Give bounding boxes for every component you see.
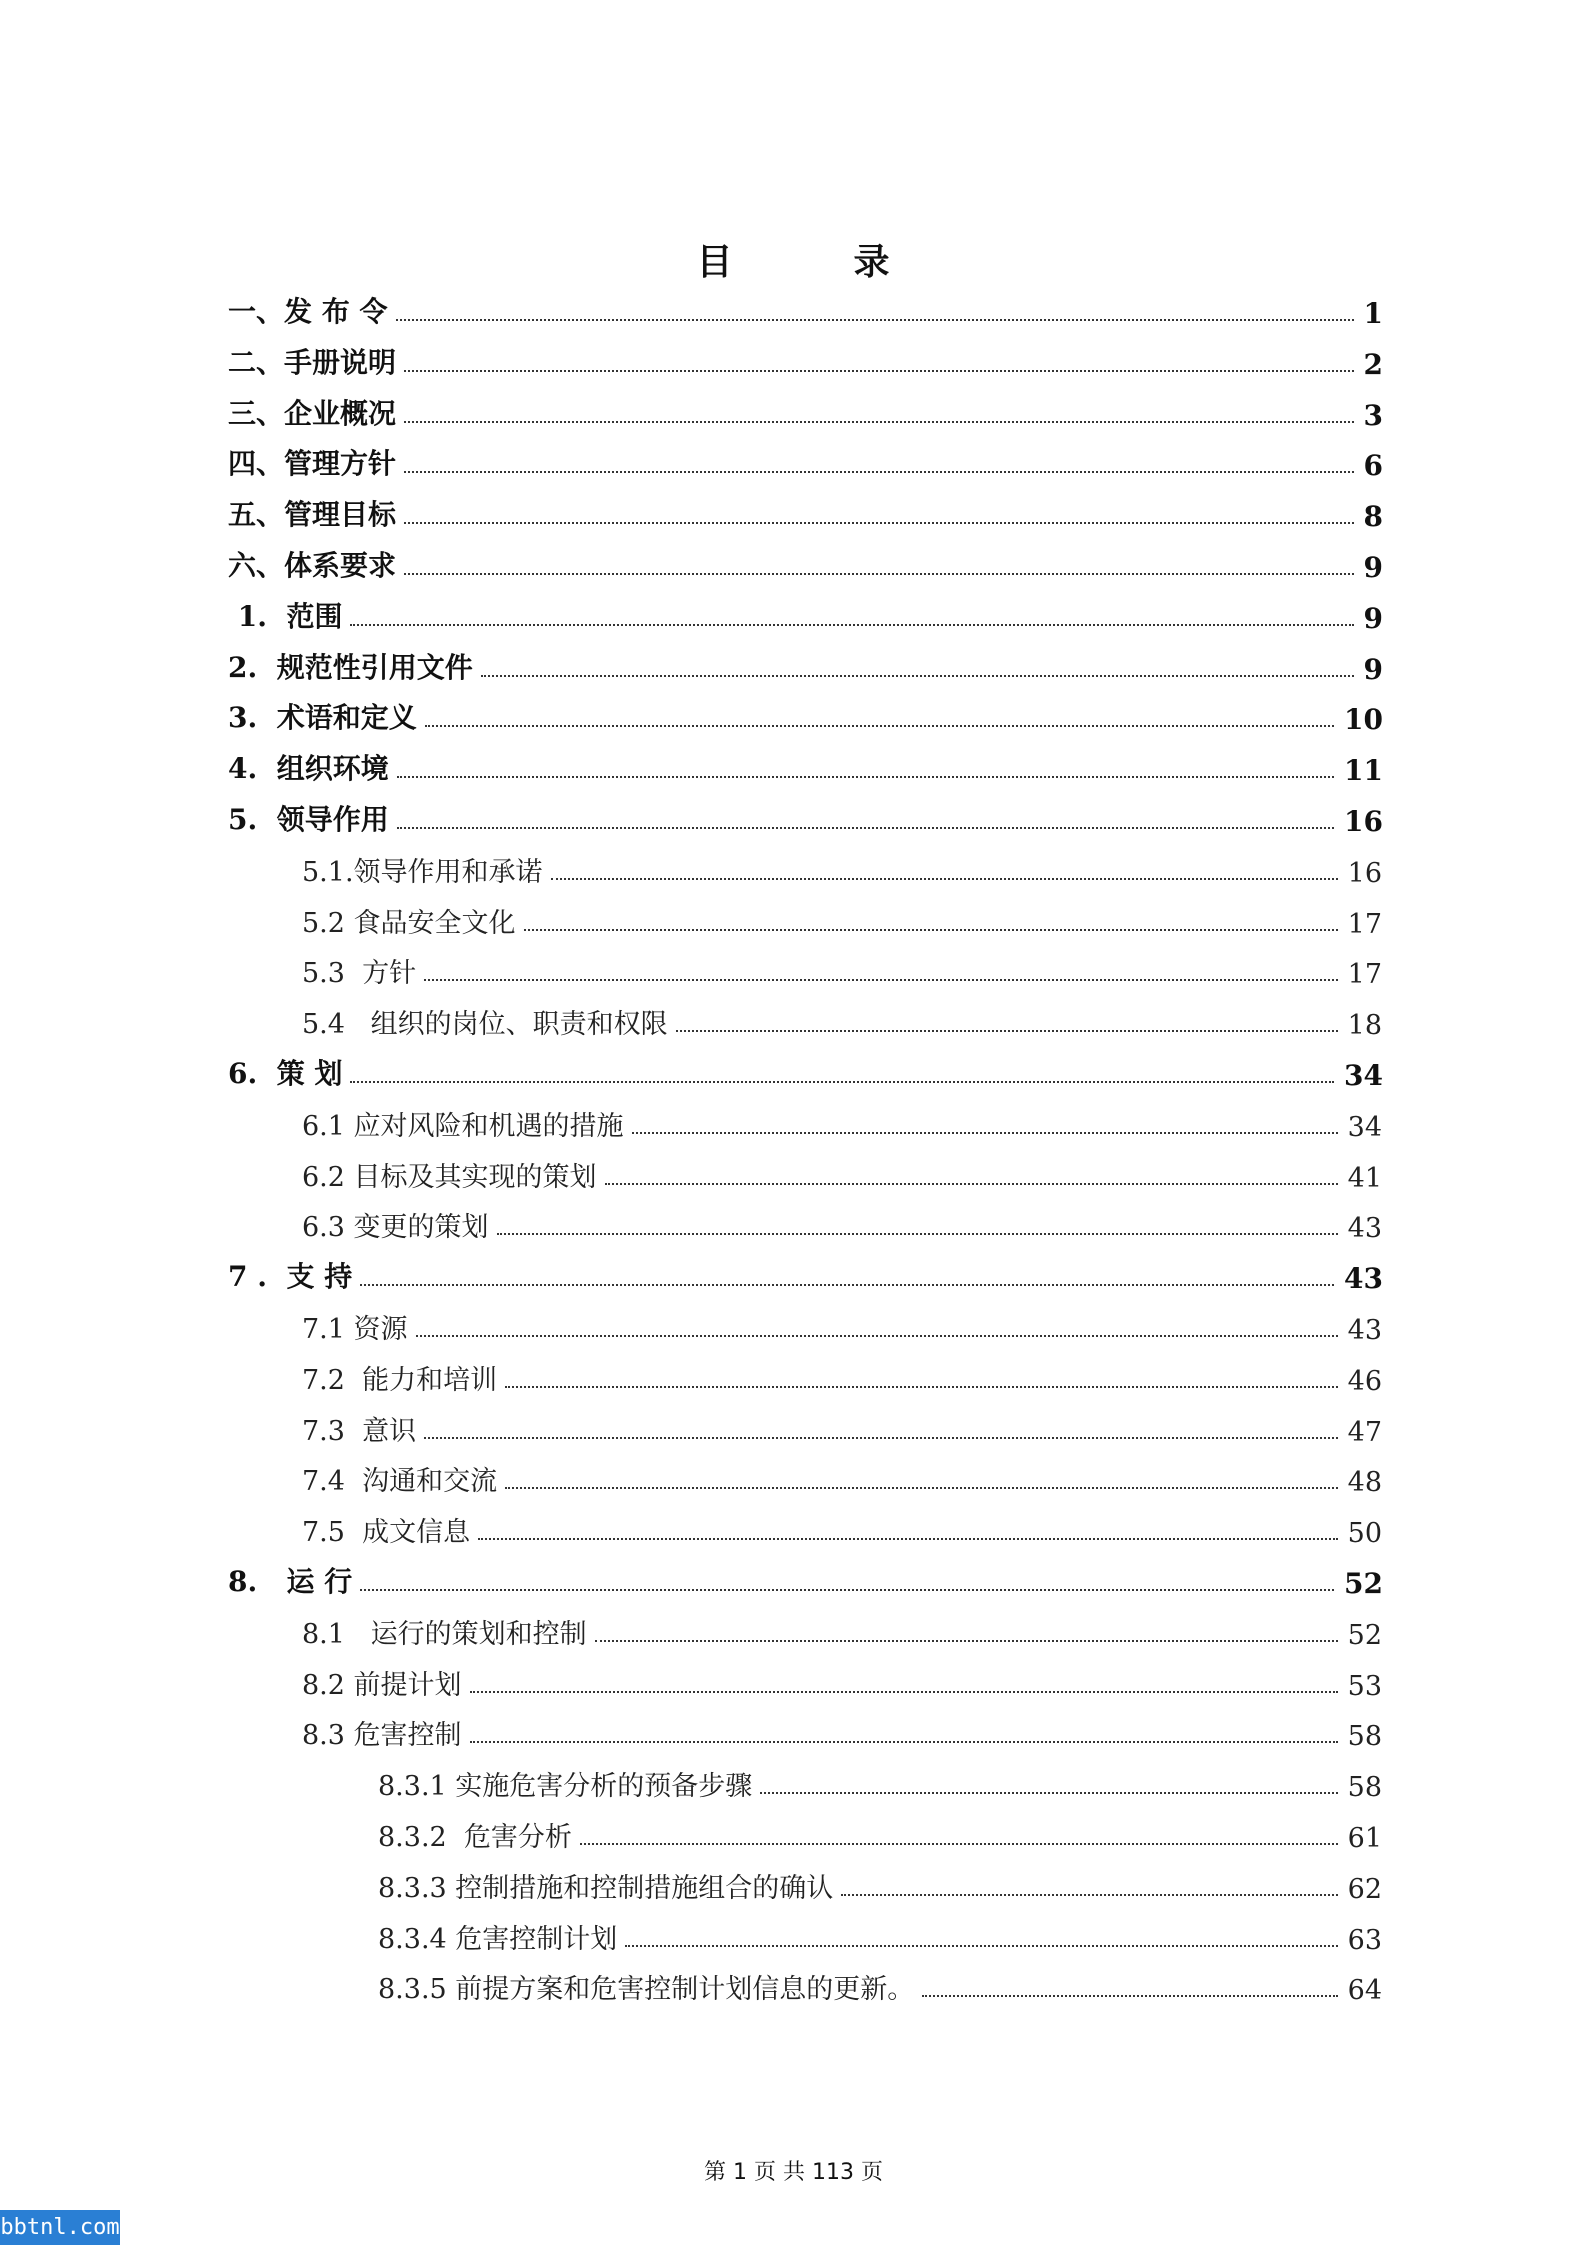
toc-entry[interactable] (228, 1052, 1383, 1092)
toc-entry-label: 8.3 危害控制 (302, 1720, 462, 1752)
toc-entry-page-number: 50 (1347, 1518, 1382, 1550)
toc-dot-leader (424, 1437, 1338, 1439)
toc-entry-page-number: 46 (1347, 1365, 1382, 1397)
toc-dot-leader (350, 1081, 1334, 1083)
title-char-1: 目 (696, 241, 734, 283)
toc-entry-label: 六、体系要求 (228, 549, 397, 582)
toc-entry-page-number: 64 (1347, 1975, 1382, 2007)
toc-dot-leader (676, 1030, 1338, 1032)
toc-entry-label: 8.1 运行的策划和控制 (302, 1618, 587, 1650)
toc-entry[interactable] (228, 493, 1383, 533)
toc-entry[interactable] (302, 1509, 1382, 1549)
toc-entry[interactable] (302, 1204, 1382, 1244)
toc-entry-page-number: 34 (1347, 1111, 1382, 1143)
toc-entry[interactable] (228, 646, 1383, 686)
toc-entry-page-number: 8 (1363, 500, 1383, 534)
toc-dot-leader (760, 1792, 1337, 1794)
toc-entry-label: 7.1 资源 (302, 1314, 408, 1345)
toc-entry-page-number: 58 (1347, 1772, 1382, 1804)
toc-dot-leader (360, 1589, 1334, 1591)
toc-entry-label: 8.3.5 前提方案和危害控制计划信息的更新。 (378, 1974, 915, 2006)
toc-entry-page-number: 34 (1344, 1059, 1383, 1092)
toc-dot-leader (505, 1386, 1338, 1388)
toc-entry-page-number: 62 (1347, 1873, 1382, 1905)
toc-dot-leader (470, 1741, 1338, 1743)
toc-dot-leader (605, 1183, 1338, 1185)
toc-entry-label: 6.1 应对风险和机遇的措施 (302, 1110, 624, 1142)
toc-entry[interactable] (378, 1966, 1382, 2006)
toc-entry[interactable] (302, 1357, 1382, 1397)
toc-entry[interactable] (302, 950, 1382, 990)
toc-entry-page-number: 1 (1363, 297, 1383, 330)
toc-entry-page-number: 2 (1363, 347, 1383, 381)
toc-entry-page-number: 16 (1347, 857, 1382, 889)
toc-dot-leader (922, 1995, 1337, 1997)
toc-dot-leader (404, 421, 1354, 423)
toc-entry-label: 7.2 能力和培训 (302, 1364, 498, 1396)
toc-dot-leader (416, 1335, 1338, 1337)
toc-entry[interactable] (378, 1763, 1382, 1803)
toc-entry[interactable] (228, 442, 1383, 482)
site-watermark: bbtnl.com (0, 2210, 120, 2245)
toc-entry-page-number: 41 (1347, 1162, 1382, 1194)
toc-entry[interactable] (302, 849, 1382, 889)
toc-entry-label: 7.4 沟通和交流 (302, 1466, 498, 1498)
toc-entry-page-number: 16 (1344, 805, 1383, 838)
toc-dot-leader (481, 675, 1354, 677)
toc-entry-label: 8.3.2 危害分析 (378, 1822, 572, 1853)
toc-dot-leader (580, 1843, 1338, 1845)
toc-dot-leader (841, 1894, 1337, 1896)
toc-dot-leader (470, 1691, 1338, 1693)
toc-entry-label: 8.3.1 实施危害分析的预备步骤 (378, 1771, 753, 1803)
toc-entry-page-number: 6 (1363, 449, 1383, 483)
toc-entry-label: 一、发 布 令 (228, 295, 388, 328)
toc-entry-page-number: 11 (1344, 754, 1383, 788)
toc-dot-leader (595, 1640, 1338, 1642)
toc-dot-leader (425, 725, 1334, 727)
toc-entry-label: 四、管理方针 (228, 447, 397, 481)
toc-dot-leader (478, 1538, 1338, 1540)
toc-dot-leader (350, 624, 1353, 626)
toc-entry[interactable] (302, 900, 1382, 940)
toc-dot-leader (396, 319, 1354, 321)
toc-entry-page-number: 9 (1363, 601, 1383, 635)
toc-entry[interactable] (228, 290, 1383, 330)
toc-entry-page-number: 48 (1347, 1467, 1382, 1499)
toc-entry[interactable] (228, 544, 1383, 584)
toc-entry-page-number: 43 (1347, 1213, 1382, 1245)
toc-entry[interactable] (302, 1001, 1382, 1041)
toc-dot-leader (497, 1233, 1338, 1235)
toc-entry[interactable] (228, 595, 1383, 635)
toc-dot-leader (404, 522, 1354, 524)
toc-entry[interactable] (302, 1662, 1382, 1702)
toc-entry-label: 7.5 成文信息 (302, 1517, 471, 1549)
toc-entry-page-number: 17 (1347, 908, 1382, 940)
toc-entry[interactable] (302, 1154, 1382, 1194)
toc-entry-page-number: 43 (1344, 1262, 1383, 1296)
toc-entry-page-number: 9 (1363, 652, 1383, 686)
toc-dot-leader (625, 1945, 1337, 1947)
toc-dot-leader (551, 878, 1338, 880)
toc-dot-leader (424, 979, 1338, 981)
toc-entry-page-number: 58 (1347, 1721, 1382, 1753)
toc-entry-label: 5.1.领导作用和承诺 (302, 856, 543, 888)
toc-entry-label: 二、手册说明 (228, 345, 397, 379)
toc-entry[interactable] (228, 798, 1383, 838)
toc-entry-label: 6.3 变更的策划 (302, 1212, 489, 1244)
toc-dot-leader (524, 929, 1338, 931)
toc-dot-leader (505, 1487, 1338, 1489)
toc-entry-label: 6. 策 划 (228, 1057, 343, 1090)
toc-entry-page-number: 61 (1347, 1823, 1382, 1854)
toc-dot-leader (360, 1284, 1334, 1286)
toc-entry-label: 2. 规范性引用文件 (228, 650, 473, 684)
toc-entry-page-number: 43 (1347, 1315, 1382, 1346)
toc-entry[interactable] (378, 1814, 1382, 1854)
toc-dot-leader (397, 827, 1334, 829)
toc-entry[interactable] (302, 1306, 1382, 1346)
toc-entry-label: 4. 组织环境 (228, 752, 389, 786)
toc-entry-label: 8.3.3 控制措施和控制措施组合的确认 (378, 1872, 834, 1904)
toc-entry-label: 3. 术语和定义 (228, 701, 417, 735)
toc-entry-page-number: 3 (1363, 398, 1383, 432)
toc-entry-label: 5.4 组织的岗位、职责和权限 (302, 1009, 668, 1041)
toc-entry-label: 7 . 支 持 (228, 1260, 353, 1294)
toc-entry-label: 8. 运 行 (228, 1565, 353, 1598)
toc-entry[interactable] (378, 1865, 1382, 1905)
toc-entry-label: 5.2 食品安全文化 (302, 907, 516, 939)
toc-entry-page-number: 53 (1347, 1670, 1382, 1702)
toc-entry[interactable] (228, 1560, 1383, 1600)
toc-dot-leader (397, 776, 1334, 778)
toc-entry-page-number: 17 (1347, 959, 1382, 991)
toc-entry-label: 8.2 前提计划 (302, 1669, 462, 1701)
toc-entry-label: 8.3.4 危害控制计划 (378, 1923, 618, 1955)
toc-entry-page-number: 52 (1347, 1619, 1382, 1651)
page-footer: 第 1 页 共 113 页 (704, 2160, 883, 2185)
toc-entry[interactable] (228, 392, 1383, 432)
toc-entry-page-number: 63 (1347, 1924, 1382, 1956)
toc-entry-label: 5.3 方针 (302, 958, 417, 990)
toc-entry[interactable] (228, 747, 1383, 787)
toc-entry-label: 五、管理目标 (228, 498, 397, 532)
toc-entry[interactable] (302, 1103, 1382, 1143)
toc-entry[interactable] (302, 1712, 1382, 1752)
toc-entry-page-number: 10 (1344, 703, 1383, 737)
toc-entry[interactable] (228, 1255, 1383, 1295)
toc-entry-label: 7.3 意识 (302, 1415, 417, 1447)
toc-entry-page-number: 52 (1344, 1567, 1383, 1600)
title-char-2: 录 (853, 241, 891, 283)
toc-entry[interactable] (378, 1916, 1382, 1956)
toc-entry[interactable] (302, 1408, 1382, 1448)
toc-entry-label: 5. 领导作用 (228, 803, 389, 836)
toc-dot-leader (404, 573, 1354, 575)
toc-entry[interactable] (302, 1611, 1382, 1651)
toc-entry-label: 1. 范围 (228, 599, 343, 633)
toc-entry-label: 6.2 目标及其实现的策划 (302, 1161, 597, 1193)
toc-entry[interactable] (302, 1458, 1382, 1498)
toc-dot-leader (404, 370, 1354, 372)
toc-entry-page-number: 9 (1363, 551, 1383, 584)
toc-entry-page-number: 47 (1347, 1416, 1382, 1448)
toc-entry-page-number: 18 (1347, 1010, 1382, 1042)
toc-dot-leader (632, 1132, 1338, 1134)
toc-dot-leader (404, 471, 1354, 473)
toc-entry[interactable] (228, 696, 1383, 736)
toc-entry-label: 三、企业概况 (228, 396, 397, 430)
toc-entry[interactable] (228, 341, 1383, 381)
